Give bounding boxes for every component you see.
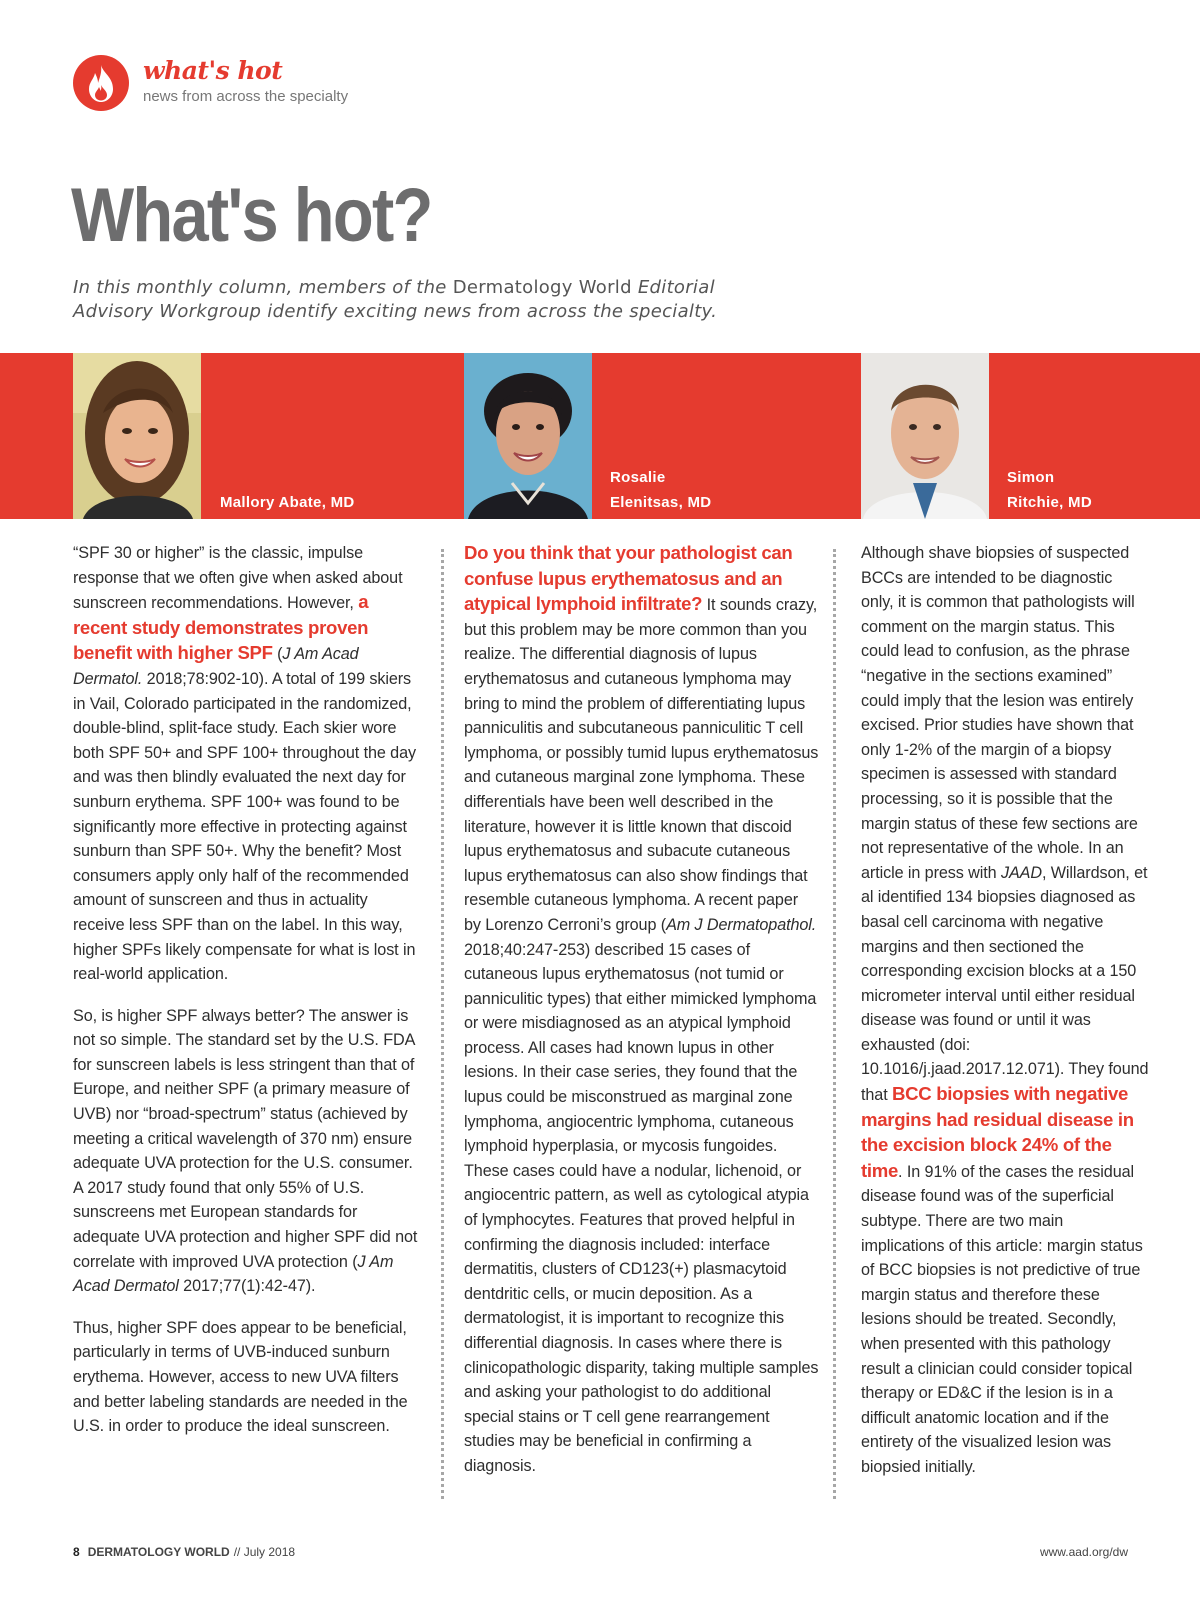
paragraph: Thus, higher SPF does appear to be beneficial, particularly in terms of UVB-induced sunburn erythema. However, access to new UVA filters and better labeling standards are needed in the U.S. in order to produce the ideal sunscreen. xyxy=(73,1318,408,1436)
author-name-ritchie: Simon Ritchie, MD xyxy=(1007,469,1092,511)
page-footer xyxy=(73,1545,295,1559)
highlight-text: BCC biopsies with negative margins had residual disease in the excision block 24% of the time xyxy=(861,1083,1134,1181)
article-column-lupus xyxy=(464,541,819,1496)
author-name-elenitsas: Rosalie Elenitsas, MD xyxy=(610,469,712,511)
highlight-text: a recent study demonstrates proven benefit with higher SPF xyxy=(73,591,369,664)
author-name-abate: Mallory Abate, MD xyxy=(220,494,355,511)
paragraph: Although shave biopsies of suspected BCCs are intended to be diagnostic only, it is common that pathologists will comment on the margin status. This could lead to confusion, as the phrase “negative in the sections examined” could imply that the lesion was entirely excised. Prior studies have shown that only 1-2% of the margin of a biopsy specimen is assessed with standard processing, so it is possible that the margin status of these few sections are not representative of the whole. In an article in press with JAAD, Willardson, et al identified 134 biopsies diagnosed as basal cell carcinoma with negative margins and then sectioned the corresponding excision blocks at a 150 micrometer interval until either residual disease was found or until it was exhausted (doi: 10.1016/j.jaad.2017.12.071). They found that BCC biopsies with negative margins had residual disease in the excision block 24% of the time. In 91% of the cases the residual disease found was of the superficial subtype. There are two main implications of this article: margin status of BCC biopsies is not predictive of true margin status and therefore these lesions should be treated. Secondly, when presented with this pathology result a clinician could consider topical therapy or ED&C if the lesion is in a difficult anatomic location and if the entirety of the visualized lesion was biopsied initially. xyxy=(861,544,1149,1476)
section-kicker-subtitle: news from across the specialty xyxy=(143,88,349,105)
flame-logo xyxy=(73,55,129,111)
page-title: What's hot? xyxy=(71,173,432,258)
page-number: 8 xyxy=(73,1545,80,1559)
footer-publication: DERMATOLOGY WORLD xyxy=(87,1545,230,1559)
paragraph: “SPF 30 or higher” is the classic, impulse response that we often give when asked about sunscreen recommendations. However, a recent study demonstrates proven benefit with higher SPF (J Am Acad Dermatol. 2018;78:902-10). A total of 199 skiers in Vail, Colorado participated in the randomized, double-blind, split-face study. Each skier wore both SPF 50+ and SPF 100+ throughout the day and was then blindly evaluated the next day for sunburn erythema. SPF 100+ was found to be significantly more effective in protecting against sunburn than SPF 50+. Why the benefit? Most consumers apply only half of the recommended amount of sunscreen and thus in actuality receive less SPF than on the label. In this way, higher SPFs likely compensate for what is lost in real-world application. xyxy=(73,544,416,984)
footer-issue: // July 2018 xyxy=(233,1545,296,1559)
publication-name: Dermatology World xyxy=(452,277,632,298)
author-photo-ritchie xyxy=(861,353,989,519)
author-photo-elenitsas xyxy=(464,353,592,519)
intro-text: In this monthly column, members of the Dermatology World Editorial Advisory Workgroup identify exciting news from across the specialty. xyxy=(73,277,718,322)
article-column-sunscreen xyxy=(73,541,421,1456)
flame-icon xyxy=(85,63,117,103)
footer-url[interactable]: www.aad.org/dw xyxy=(1039,1545,1128,1559)
column-divider xyxy=(441,549,444,1499)
author-photo-abate xyxy=(73,353,201,519)
article-column-bcc xyxy=(861,541,1149,1497)
highlight-text: Do you think that your pathologist can confuse lupus erythematosus and an atypical lymphoid infiltrate? xyxy=(464,542,793,615)
paragraph: Do you think that your pathologist can confuse lupus erythematosus and an atypical lymphoid infiltrate? It sounds crazy, but this problem may be more common than you realize. The differential diagnosis of lupus erythematosus and cutaneous lymphoma may bring to mind the problem of differentiating lupus panniculitis and subcutaneous panniculitic T cell lymphoma, or possibly tumid lupus erythematosus and cutaneous marginal zone lymphoma. These differentials have been well described in the literature, however it is little known that discoid lupus erythematosus and subacute cutaneous lupus erythematosus can also show findings that resemble cutaneous lymphoma. A recent paper by Lorenzo Cerroni’s group (Am J Dermatopathol. 2018;40:247-253) described 15 cases of cutaneous lupus erythematosus (not tumid or panniculitic types) that either mimicked lymphoma or were misdiagnosed as an atypical lymphoid process. All cases had known lupus in other lesions. In their case series, they found that the lupus could be misconstrued as marginal zone lymphoma, angiocentric lymphoma, cutaneous lymphoid hyperplasia, or mycosis fungoides. These cases could have a nodular, lichenoid, or angiocentric pattern, as well as cytological atypia of lymphocytes. Features that proved helpful in confirming the diagnosis included: interface dermatitis, clusters of CD123(+) plasmacytoid dentdritic cells, or mucin deposition. As a dermatologist, it is important to recognize this differential diagnosis. In cases where there is clinicopathologic disparity, taking multiple samples and asking your pathologist to do additional special stains or T cell gene rearrangement studies may be beneficial in confirming a diagnosis. xyxy=(464,542,819,1475)
column-divider xyxy=(833,549,836,1499)
paragraph: So, is higher SPF always better? The answer is not so simple. The standard set by the U.S. FDA for sunscreen labels is less stringent than that of Europe, and neither SPF (a primary measure of UVB) nor “broad-spectrum” status (achieved by meeting a critical wavelength of 370 nm) ensure adequate UVA protection for the U.S. consumer. A 2017 study found that only 55% of U.S. sunscreens met European standards for adequate UVA protection and higher SPF did not correlate with improved UVA protection (J Am Acad Dermatol 2017;77(1):42-47). xyxy=(73,1006,418,1296)
section-kicker: what's hot xyxy=(143,56,283,85)
